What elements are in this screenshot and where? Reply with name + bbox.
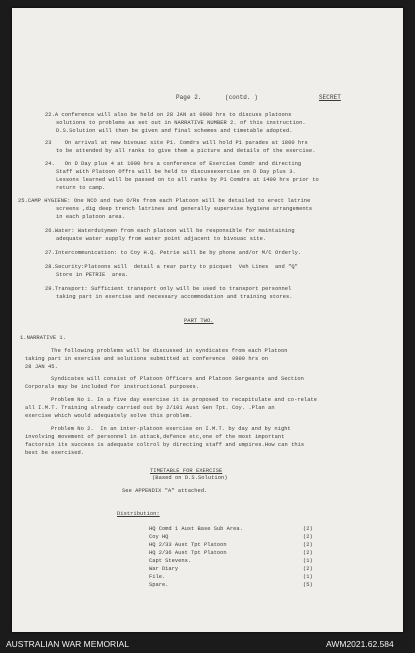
distribution-recipient: File.: [149, 574, 166, 580]
distribution-copies: (2): [303, 534, 313, 540]
distribution-recipient: War Diary: [149, 566, 179, 572]
appendix-reference: See APPENDIX "A" attached.: [122, 488, 208, 494]
distribution-copies: (2): [303, 526, 313, 532]
distribution-item: [12, 534, 403, 542]
distribution-item: [12, 574, 403, 582]
distribution-title: Distribution:: [117, 511, 160, 517]
distribution-item: [12, 566, 403, 574]
distribution-recipient: HQ 2/33 Aust Tpt Platoon: [149, 542, 227, 548]
distribution-recipient: HQ 2/36 Aust Tpt Platoon: [149, 550, 227, 556]
footer-credit: AUSTRALIAN WAR MEMORIAL: [6, 639, 129, 649]
footer-accession-number: AWM2021.62.584: [326, 639, 394, 649]
distribution-recipient: HQ Comd 1 Aust Base Sub Area.: [149, 526, 243, 532]
distribution-item: [12, 582, 403, 590]
page-number: Page 2.: [176, 94, 202, 101]
distribution-copies: (1): [303, 574, 313, 580]
distribution-item: [12, 526, 403, 534]
distribution-copies: (2): [303, 542, 313, 548]
part-two-heading: PART TWO.: [184, 318, 214, 324]
distribution-recipient: Coy HQ: [149, 534, 169, 540]
distribution-item: [12, 542, 403, 550]
distribution-copies: (2): [303, 550, 313, 556]
distribution-copies: (5): [303, 582, 313, 588]
timetable-title: TIMETABLE FOR EXERCISE: [150, 468, 223, 474]
continued-label: (contd. ): [225, 94, 258, 101]
distribution-recipient: Spare.: [149, 582, 169, 588]
distribution-recipient: Capt Stevens.: [149, 558, 192, 564]
document-page: Page 2. (contd. ) SECRET 22.A conference will also be held on 28 JAN at 0900 hrs to discuss platoons solutions to problems as set out in NARRATIVE NUMBER 2. of this instruction. D.S.Solution will then be given and final schemes and timetable adopted. 23 On arrival at new bivouac site P1. Comdrs will hold P1 parades at 1800 hrs to be attended by all ranks to give them a picture and details of the exercise. 24. On D Day plus 4 at 1000 hrs a conference of Exercise Comdr and directing Staff with Platoon Offrs will be held to discussexercise on D Day plus 3. Lessons learned will be passed on to all ranks by P1 Comdrs at 1400 hrs prior to return to camp. 25.CAMP HYGIENE: One NCO and two O/Rs from each Platoon will be detailed to erect latrine screens ,dig deep trench latrines and generally supervise hygiene arrangements in each platoon area. 26.Water: Waterdutymen from each platoon will be responsible for maintaining adequate water supply from water point adjacent to bivouac site. 27.Intercommunication: to Coy H.Q. Petrie will be by phone and/or M/C Orderly. 28.Security:Platoons will detail a rear party to picquet Veh Lines and "Q" Store in PETRIE area. 29.Transport: Sufficient transport only will be used to transport personnel taking part in exercise and necessary accommodation and training stores. PART TWO. 1.NARRATIVE 1. The following problems will be discussed in syndicates from each Platoon taking part in exercise and solutions submitted at conference 0900 hrs on 28 JAN 45. Syndicates will consist of Platoon Officers and Platoon Sergeants and Section Corporals may be included for instructional purposes. Problem No 1. In a five day exercise it is proposed to recapitulate and co-relate all I.M.T. Training already carried out by 2/101 Aust Gen Tpt. Coy. .Plan an exercise which would adequately solve this problem. Problem No 2. In an inter-platoon exercise on I.M.T. by day and by night involving movement of personnel in attack,defence etc,one of the most important factorsin its success is adequate coltrol by directing staff and umpires.How can this best be exercised. TIMETABLE FOR EXERCISE (Based on D.S.Solution) See APPENDIX "A" attached. Distribution: HQ Comd 1 Aust Base Sub Area. (2) Coy HQ (2) HQ 2/33 Aust Tpt Platoon (2) HQ 2/36 Aust Tpt Platoon (2) Capt Stevens. (1) War Diary (2) File. (1) Spare. (5): [12, 8, 403, 632]
narrative-heading: 1.NARRATIVE 1.: [20, 335, 66, 341]
timetable-subtitle: (Based on D.S.Solution): [152, 475, 228, 481]
distribution-item: [12, 558, 403, 566]
distribution-copies: (2): [303, 566, 313, 572]
distribution-item: [12, 550, 403, 558]
distribution-copies: (1): [303, 558, 313, 564]
classification-label: SECRET: [319, 94, 341, 101]
